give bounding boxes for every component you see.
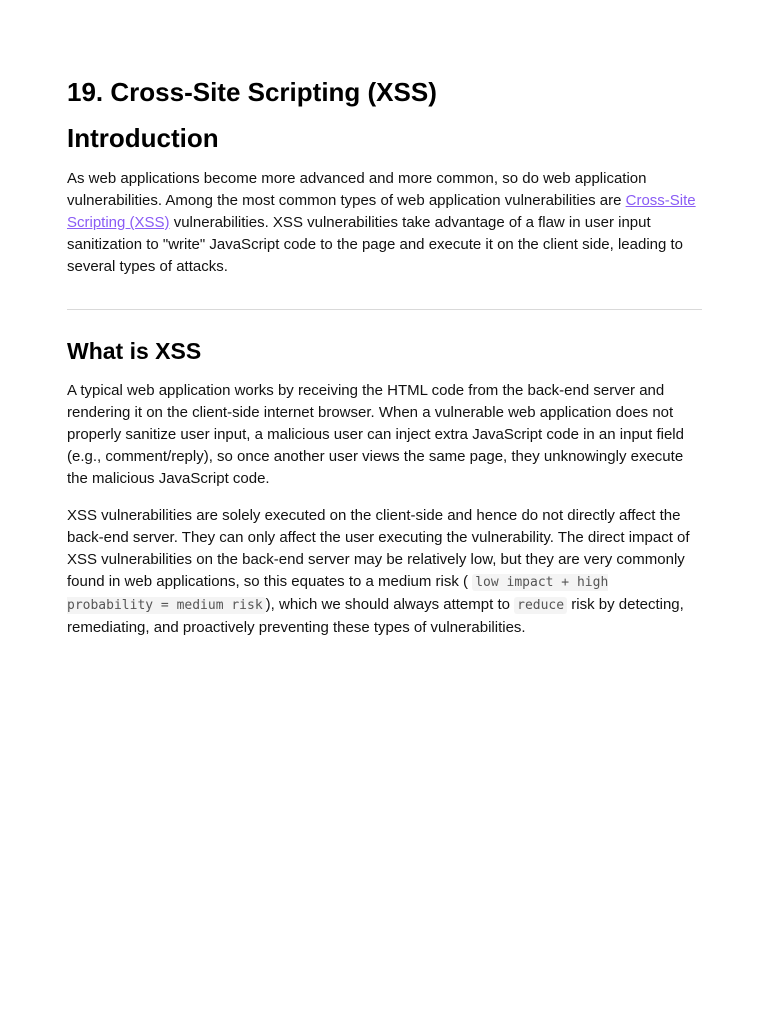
reduce-code: reduce — [514, 597, 567, 614]
risk-formula-code: low impact + high probability = medium risk — [67, 575, 609, 613]
chapter-title: 19. Cross-Site Scripting (XSS) — [67, 77, 437, 107]
introduction-heading: Introduction — [67, 123, 219, 153]
what-is-xss-heading: What is XSS — [67, 338, 202, 364]
paragraph-2-text-3: risk by detecting, remediating, and proactively preventing these types of vulnerabilities. — [67, 596, 684, 636]
what-is-xss-paragraph-1: A typical web application works by receiving the HTML code from the back-end server and rendering it on the client-side internet browser. When a vulnerable web application does not properly sanitize user input, a malicious user can inject extra JavaScript code in an input field (e.g., comment/reply), so once another user views the same page, they unknowingly execute the malicious JavaScript code. — [67, 382, 684, 487]
what-is-xss-paragraph-2 — [67, 505, 702, 639]
paragraph-2-text-1: XSS vulnerabilities are solely executed on the client-side and hence do not directly affect the back-end server. They can only affect the user executing the vulnerability. The direct impact of XSS vulnerabilities on the back-end server may be relatively low, but they are very commonly found in web applications, so this equates to a medium risk ( — [67, 507, 690, 590]
introduction-text-after-link: vulnerabilities. XSS vulnerabilities take advantage of a flaw in user input sanitization to "write" JavaScript code to the page and execute it on the client side, leading to several types of attacks. — [67, 214, 684, 275]
paragraph-2-text-2: ), which we should always attempt to — [265, 596, 515, 613]
section-divider — [67, 309, 702, 310]
xss-link[interactable]: Cross-Site Scripting (XSS) — [67, 192, 696, 231]
introduction-text-before-link: As web applications become more advanced and more common, so do web application vulnerabilities. Among the most common types of web application vulnerabilities are — [67, 170, 647, 209]
introduction-paragraph — [67, 168, 702, 278]
